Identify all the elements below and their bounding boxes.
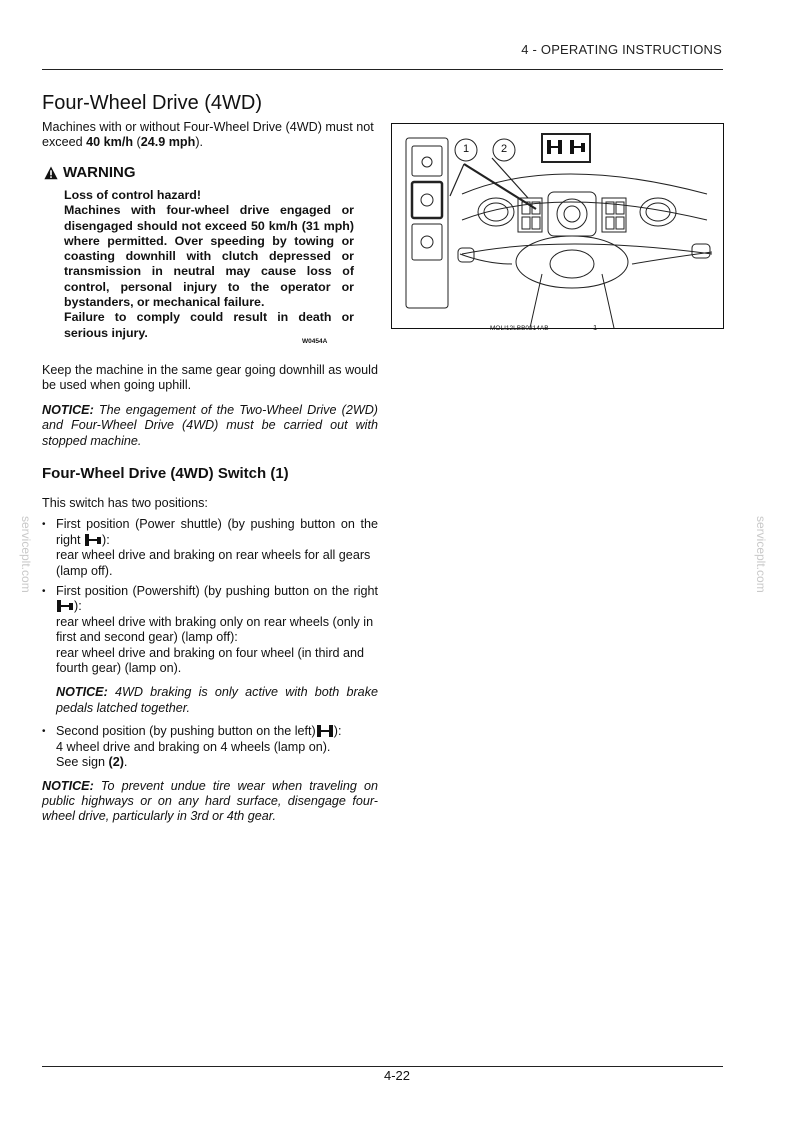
header-title <box>0 42 760 57</box>
section-title: Four-Wheel Drive (4WD) <box>42 92 263 114</box>
dashboard-illustration <box>392 124 723 328</box>
four-wheel-drive-icon <box>316 725 334 737</box>
list-item <box>42 584 378 716</box>
intro-close: ). <box>195 135 204 150</box>
footer-rule <box>42 1066 723 1067</box>
notice-tire-wear <box>42 779 378 825</box>
figure-number: 1 <box>593 323 598 332</box>
header-rule <box>42 69 723 70</box>
warning-consequence: Failure to comply could result in death or serious injury. <box>64 310 354 340</box>
header-text: 4 - OPERATING INSTRUCTIONS <box>521 42 722 57</box>
bullet2-intro: First position (Powershift) (by pushing button on the right <box>56 584 378 599</box>
switch-block <box>42 496 378 825</box>
two-wheel-drive-icon <box>84 534 102 546</box>
warning-body <box>64 188 354 341</box>
switch-lead: This switch has two positions: <box>42 496 208 510</box>
see-sign-end: . <box>123 755 128 770</box>
warning-label: WARNING <box>63 164 136 181</box>
speed-kmh: 40 km/h <box>86 135 134 150</box>
notice-text: 4WD braking is only active with both brake pedals latched together. <box>56 685 378 715</box>
bullet3-text: 4 wheel drive and braking on 4 wheels (lamp on). <box>56 739 331 754</box>
watermark-left: serviceplt.com <box>19 516 33 593</box>
switch-positions-list <box>42 517 378 770</box>
bullet2-text1: rear wheel drive with braking only on rear wheels (only in first and second gear) (lamp off): <box>56 614 374 645</box>
warning-text: Machines with four-wheel drive engaged or disengaged should not exceed 50 km/h (31 mph) where permitted. Over speeding by towing or coasting downhill with clutch depressed or transmission in neutral may cause loss of control, personal injury to the operator or bystanders, or mechanical failure. <box>64 203 354 310</box>
speed-mph: 24.9 mph <box>140 135 196 150</box>
warning-title: Loss of control hazard! <box>64 188 201 202</box>
switch-subtitle: Four-Wheel Drive (4WD) Switch (1) <box>42 465 289 482</box>
warning-code: W0454A <box>302 338 328 345</box>
notice-text: To prevent undue tire wear when traveling on public highways or on any hard surface, disengage four-wheel drive, particularly in 3rd or 4th gear. <box>42 778 378 824</box>
page-number: 4-22 <box>383 1068 411 1083</box>
bullet1-intro: First position (Power shuttle) (by pushing button on the right <box>56 517 378 547</box>
notice-text: The engagement of the Two-Wheel Drive (2WD) and Four-Wheel Drive (4WD) must be carried out with stopped machine. <box>42 402 378 448</box>
two-wheel-drive-icon <box>56 600 74 612</box>
bullet1-text: rear wheel drive and braking on rear wheels for all gears (lamp off). <box>56 548 371 578</box>
intro-paren: ( <box>133 135 141 150</box>
downhill-paragraph: Keep the machine in the same gear going downhill as would be used when going uphill. <box>42 363 378 393</box>
body-block <box>42 363 378 449</box>
notice-engagement <box>42 403 378 449</box>
callout-1-label: 1 <box>462 143 470 155</box>
bullet2-close: ): <box>74 599 82 614</box>
callout-2-label: 2 <box>500 143 508 155</box>
bullet2-text2: rear wheel drive and braking on four wheel (in third and fourth gear) (lamp on). <box>56 645 365 676</box>
bullet3-see-sign <box>56 755 378 770</box>
notice-label: NOTICE: <box>56 685 108 700</box>
notice-label: NOTICE: <box>42 778 94 793</box>
notice-label: NOTICE: <box>42 402 94 417</box>
warning-heading <box>44 164 136 181</box>
list-item <box>42 517 378 579</box>
bullet3-intro: Second position (by pushing button on the left) <box>56 724 316 739</box>
see-sign-ref: (2) <box>108 755 124 770</box>
intro-text: Machines with or without Four-Wheel Drive (4WD) must not exceed <box>42 120 374 150</box>
warning-triangle-icon <box>44 166 58 180</box>
bullet3-close: ): <box>333 724 342 739</box>
notice-braking <box>56 685 378 716</box>
list-item <box>42 724 378 770</box>
watermark-right: serviceplt.com <box>754 516 768 593</box>
dashboard-figure <box>391 123 724 329</box>
intro-paragraph <box>42 120 378 151</box>
see-sign-text: See sign <box>56 755 109 770</box>
figure-caption: MOLI12LBB0214AB <box>490 325 549 332</box>
bullet1-close: ): <box>102 532 110 547</box>
